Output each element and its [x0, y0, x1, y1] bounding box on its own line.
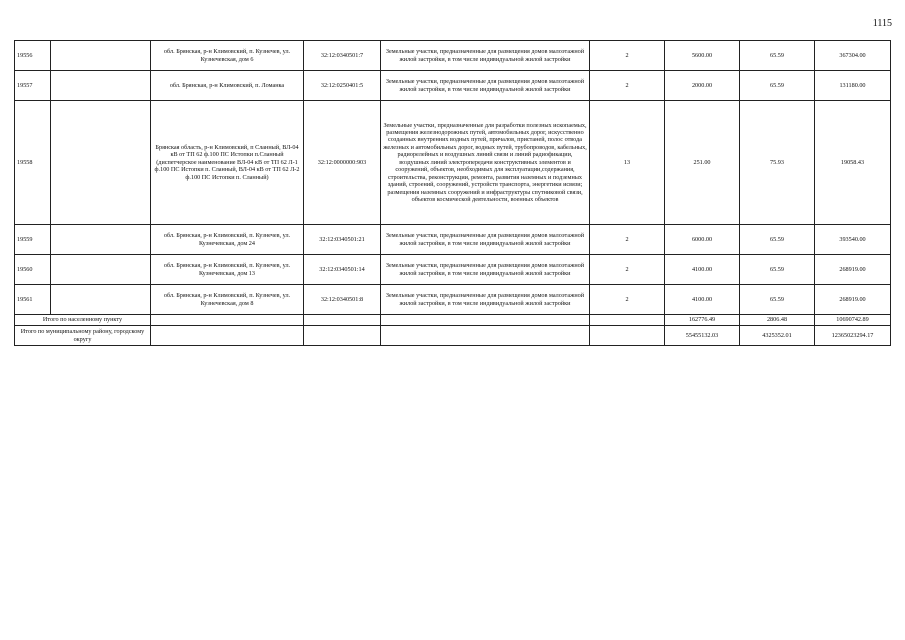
empty-cell	[51, 225, 151, 255]
settlement-total-specific-value: 2806.48	[740, 315, 815, 326]
cadastral-value-cell: 268919.00	[815, 255, 891, 285]
area-cell: 251.00	[665, 101, 740, 225]
table-row	[15, 225, 891, 255]
group-cell: 2	[590, 225, 665, 255]
empty-cell	[51, 101, 151, 225]
cadastral-value-cell: 268919.00	[815, 285, 891, 315]
empty-cell	[51, 71, 151, 101]
land-use-cell: Земельные участки, предназначенные для размещения домов малоэтажной жилой застройки, в том числе индивидуальной жилой застройки	[381, 285, 590, 315]
area-cell: 4100.00	[665, 255, 740, 285]
table-row	[15, 101, 891, 225]
municipal-total-area: 55455132.03	[665, 326, 740, 346]
land-use-cell: Земельные участки, предназначенные для размещения домов малоэтажной жилой застройки, в том числе индивидуальной жилой застройки	[381, 225, 590, 255]
settlement-total-area: 162776.49	[665, 315, 740, 326]
land-use-cell: Земельные участки, предназначенные для размещения домов малоэтажной жилой застройки, в том числе индивидуальной жилой застройки	[381, 255, 590, 285]
municipal-total-label: Итого по муниципальному району, городскому округу	[15, 326, 151, 346]
table-row	[15, 285, 891, 315]
specific-value-cell: 65.59	[740, 255, 815, 285]
row-number: 19560	[15, 255, 51, 285]
cadastral-number-cell: 32:12:0340501:7	[304, 41, 381, 71]
address-cell: обл. Брянская, р-н Климовский, п. Кузнечев, ул. Кузнечевская, дом 13	[151, 255, 304, 285]
table-row	[15, 41, 891, 71]
empty-cell	[151, 326, 304, 346]
cadastral-value-cell: 131180.00	[815, 71, 891, 101]
land-use-cell: Земельные участки, предназначенные для разработки полезных ископаемых, размещения железнодорожных путей, автомобильных дорог, искусственно созданных внутренних водных путей, причалов, пристаней, полос отвода железных и автомобильных дорог, водных путей, трубопроводов, кабельных, радиорелейных и воздушных линий связи и линий радиофикации, воздушных линий электропередачи конструктивных элементов и сооружений, объектов, необходимых для эксплуатации,содержания, строительства, реконструкции, ремонта, развития наземных и подземных зданий, строений, сооружений, устройств транспорта, энергетики исвязи; размещения наземных сооружений и инфраструктуры спутниковой связи, объектов космической деятельности, военных объектов	[381, 101, 590, 225]
municipal-total-cadastral-value: 12365023294.17	[815, 326, 891, 346]
empty-cell	[304, 315, 381, 326]
specific-value-cell: 65.59	[740, 225, 815, 255]
row-number: 19558	[15, 101, 51, 225]
group-cell: 2	[590, 71, 665, 101]
empty-cell	[151, 315, 304, 326]
land-registry-table	[14, 40, 891, 346]
address-cell: Брянская область, р-н Климовский, п Сланный, ВЛ-04 кВ от ТП 62 ф.100 ПС Истопки п.Сланный (диспетчерское наименование ВЛ-04 кВ от ТП 62 Л-1 ф.100 ПС Истопки п. Сланный, ВЛ-04 кВ от ТП 62 Л-2 ф.100 ПС Истопки п. Сланный)	[151, 101, 304, 225]
settlement-total-label: Итого по населенному пункту	[15, 315, 151, 326]
empty-cell	[590, 326, 665, 346]
cadastral-number-cell: 32:12:0250401:5	[304, 71, 381, 101]
cadastral-number-cell: 32:12:0340501:21	[304, 225, 381, 255]
empty-cell	[51, 41, 151, 71]
group-cell: 2	[590, 255, 665, 285]
empty-cell	[381, 326, 590, 346]
area-cell: 4100.00	[665, 285, 740, 315]
cadastral-value-cell: 393540.00	[815, 225, 891, 255]
page-number: 1115	[872, 18, 892, 29]
municipal-total-row	[15, 326, 891, 346]
empty-cell	[381, 315, 590, 326]
group-cell: 2	[590, 285, 665, 315]
empty-cell	[304, 326, 381, 346]
group-cell: 2	[590, 41, 665, 71]
cadastral-number-cell: 32:12:0340501:14	[304, 255, 381, 285]
area-cell: 2000.00	[665, 71, 740, 101]
row-number: 19561	[15, 285, 51, 315]
address-cell: обл. Брянская, р-н Климовский, п. Кузнечев, ул. Кузнечевская, дом 6	[151, 41, 304, 71]
cadastral-value-cell: 19058.43	[815, 101, 891, 225]
municipal-total-specific-value: 4325352.01	[740, 326, 815, 346]
group-cell: 13	[590, 101, 665, 225]
land-use-cell: Земельные участки, предназначенные для размещения домов малоэтажной жилой застройки, в том числе индивидуальной жилой застройки	[381, 71, 590, 101]
cadastral-number-cell: 32:12:0340501:8	[304, 285, 381, 315]
settlement-total-row	[15, 315, 891, 326]
table-row	[15, 255, 891, 285]
specific-value-cell: 65.59	[740, 41, 815, 71]
cadastral-number-cell: 32:12:0000000:903	[304, 101, 381, 225]
address-cell: обл. Брянская, р-н Климовский, п. Ломанка	[151, 71, 304, 101]
specific-value-cell: 75.93	[740, 101, 815, 225]
area-cell: 6000.00	[665, 225, 740, 255]
empty-cell	[51, 255, 151, 285]
row-number: 19556	[15, 41, 51, 71]
settlement-total-cadastral-value: 10690742.89	[815, 315, 891, 326]
table-row	[15, 71, 891, 101]
land-use-cell: Земельные участки, предназначенные для размещения домов малоэтажной жилой застройки, в том числе индивидуальной жилой застройки	[381, 41, 590, 71]
specific-value-cell: 65.59	[740, 285, 815, 315]
address-cell: обл. Брянская, р-н Климовский, п. Кузнечев, ул. Кузнечевская, дом 8	[151, 285, 304, 315]
row-number: 19557	[15, 71, 51, 101]
row-number: 19559	[15, 225, 51, 255]
area-cell: 5600.00	[665, 41, 740, 71]
empty-cell	[590, 315, 665, 326]
address-cell: обл. Брянская, р-н Климовский, п. Кузнечев, ул. Кузнечевская, дом 24	[151, 225, 304, 255]
specific-value-cell: 65.59	[740, 71, 815, 101]
cadastral-value-cell: 367304.00	[815, 41, 891, 71]
empty-cell	[51, 285, 151, 315]
